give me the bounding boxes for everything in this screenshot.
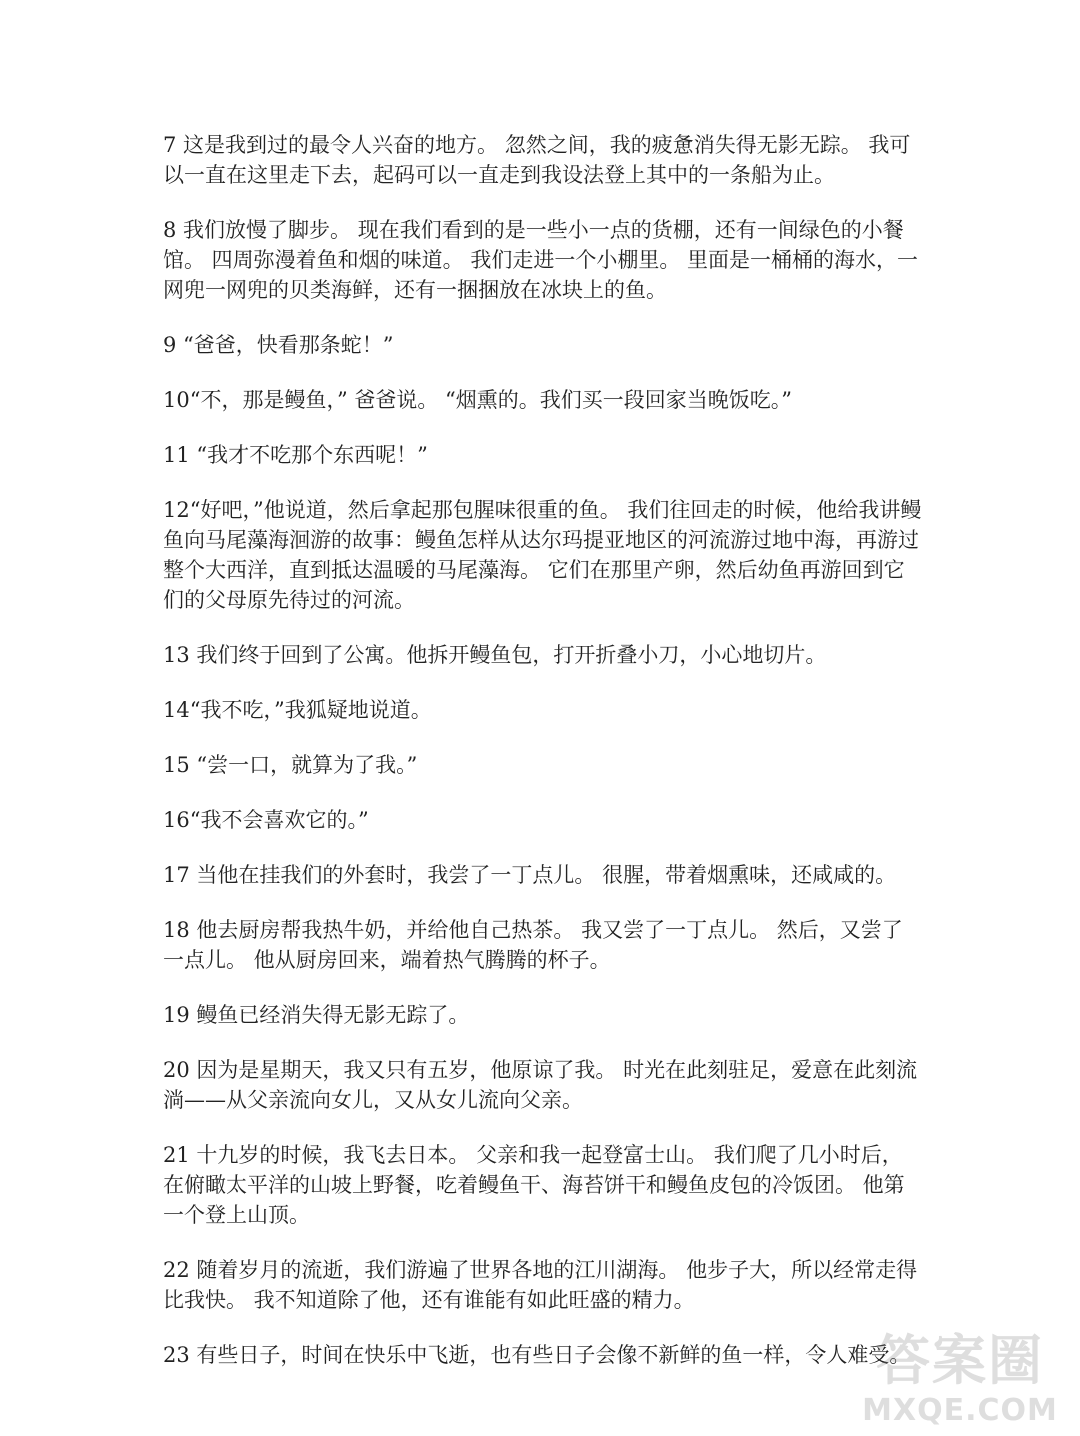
paragraph-21: 21 十九岁的时候，我飞去日本。 父亲和我一起登富士山。 我们爬了几小时后，在俯瞰太平洋的山坡上野餐，吃着鳗鱼干、海苔饼干和鳗鱼皮包的冷饭团。 他第一个登上山顶。 bbox=[163, 1143, 905, 1227]
watermark-site: MXQE.COM bbox=[862, 1393, 1058, 1428]
paragraph-16: 16“我不会喜欢它的。” bbox=[163, 808, 369, 832]
paragraph-23: 23 有些日子，时间在快乐中飞逝，也有些日子会像不新鲜的鱼一样，令人难受。 bbox=[163, 1343, 911, 1367]
watermark-logo-text: 答案圈 bbox=[876, 1329, 1044, 1392]
paragraph-13: 13 我们终于回到了公寓。他拆开鳗鱼包，打开折叠小刀，小心地切片。 bbox=[163, 643, 827, 667]
article-body bbox=[163, 130, 923, 1395]
paragraph-10: 10“不，那是鳗鱼，” 爸爸说。 “烟熏的。我们买一段回家当晚饭吃。” bbox=[163, 388, 793, 412]
paragraph-9: 9 “爸爸，快看那条蛇！” bbox=[163, 333, 394, 357]
paragraph-19: 19 鳗鱼已经消失得无影无踪了。 bbox=[163, 1003, 470, 1027]
paragraph-14: 14“我不吃，”我狐疑地说道。 bbox=[163, 698, 432, 722]
paragraph-8: 8 我们放慢了脚步。 现在我们看到的是一些小一点的货棚，还有一间绿色的小餐馆。 四周弥漫着鱼和烟的味道。 我们走进一个小棚里。 里面是一桶桶的海水，一网兜一网兜的贝类海鲜，还有一捆捆放在冰块上的鱼。 bbox=[163, 218, 919, 302]
paragraph-18: 18 他去厨房帮我热牛奶，并给他自己热茶。 我又尝了一丁点儿。 然后，又尝了一点儿。 他从厨房回来，端着热气腾腾的杯子。 bbox=[163, 918, 903, 972]
paragraph-11: 11 “我才不吃那个东西呢！” bbox=[163, 443, 428, 467]
paragraph-22: 22 随着岁月的流逝，我们游遍了世界各地的江川湖海。 他步子大，所以经常走得比我快。 我不知道除了他，还有谁能有如此旺盛的精力。 bbox=[163, 1258, 918, 1312]
paragraph-12: 12“好吧，”他说道，然后拿起那包腥味很重的鱼。 我们往回走的时候，他给我讲鳗鱼向马尾藻海洄游的故事：鳗鱼怎样从达尔玛提亚地区的河流游过地中海，再游过整个大西洋，直到抵达温暖的马尾藻海。 它们在那里产卵，然后幼鱼再游回到它们的父母原先待过的河流。 bbox=[163, 498, 922, 612]
paragraph-17: 17 当他在挂我们的外套时，我尝了一丁点儿。 很腥，带着烟熏味，还咸咸的。 bbox=[163, 863, 897, 887]
watermark-logo bbox=[860, 1318, 1060, 1428]
paragraph-20: 20 因为是星期天，我又只有五岁，他原谅了我。 时光在此刻驻足，爱意在此刻流淌——从父亲流向女儿，又从女儿流向父亲。 bbox=[163, 1058, 918, 1112]
paragraph-15: 15 “尝一口，就算为了我。” bbox=[163, 753, 418, 777]
paragraph-7: 7 这是我到过的最令人兴奋的地方。 忽然之间，我的疲惫消失得无影无踪。 我可以一直在这里走下去，起码可以一直走到我设法登上其中的一条船为止。 bbox=[163, 133, 911, 187]
